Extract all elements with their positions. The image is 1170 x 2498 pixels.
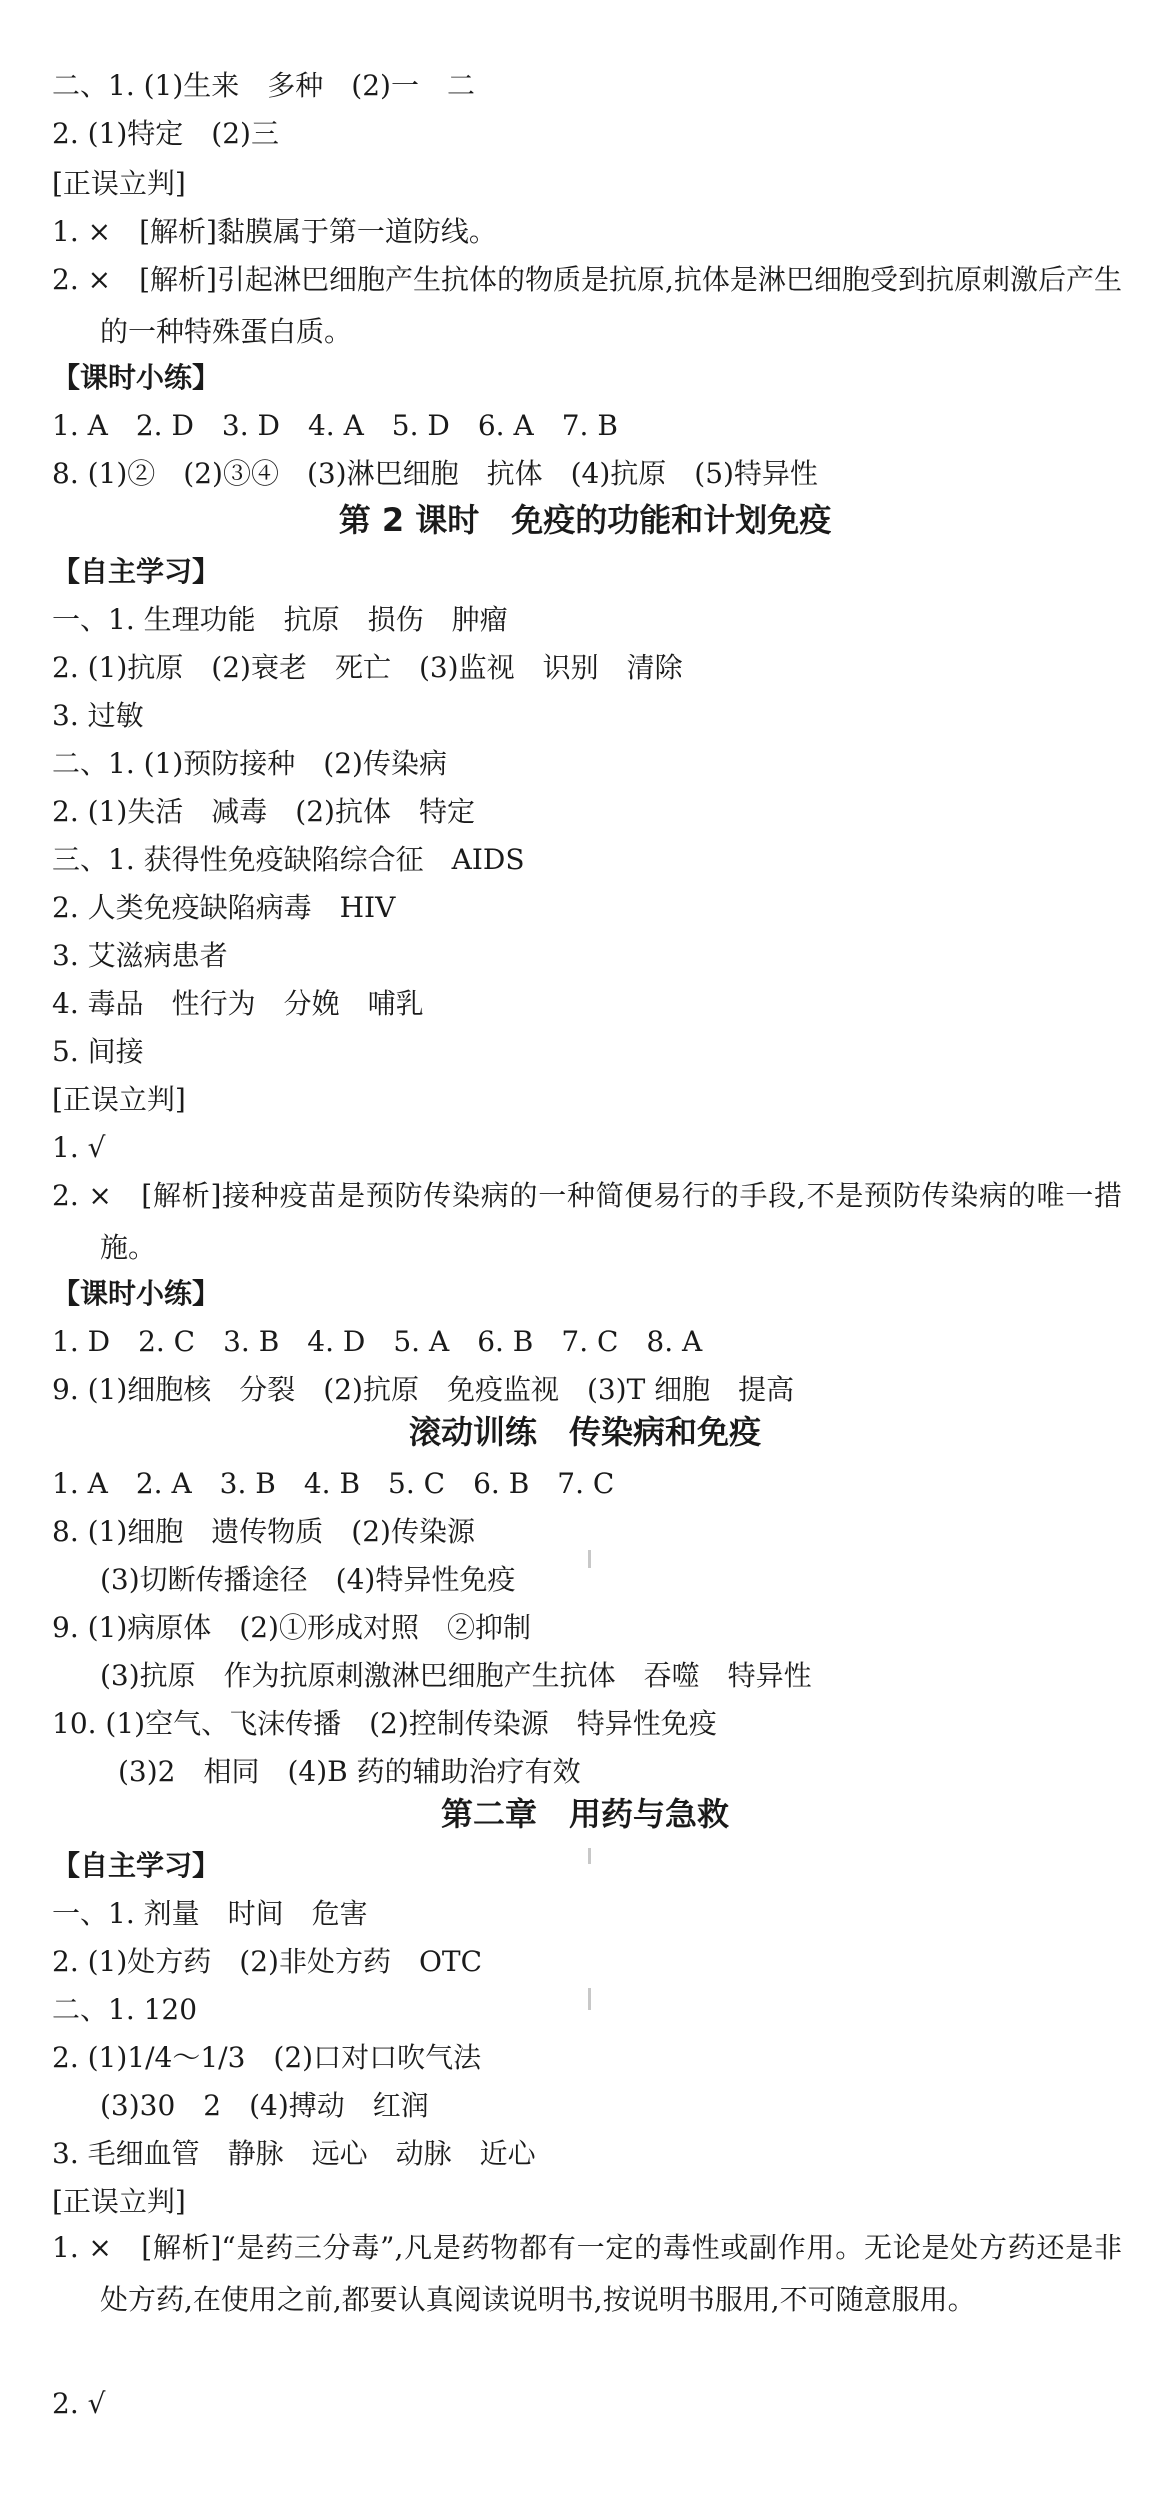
section-label: 【课时小练】 [52,1277,221,1310]
section-label: 【自主学习】 [52,555,221,588]
explanation-text: 2. × [解析]接种疫苗是预防传染病的一种简便易行的手段,不是预防传染病的唯一措施。 [52,1179,1122,1264]
answer-line: 1. A 2. A 3. B 4. B 5. C 6. B 7. C [52,1467,615,1500]
section-label: 【自主学习】 [52,1849,221,1882]
answer-line: (3)2 相同 (4)B 药的辅助治疗有效 [118,1755,581,1788]
answer-line: 3. 毛细血管 静脉 远心 动脉 近心 [52,2137,536,2170]
chapter-heading: 第二章 用药与急救 [440,1795,729,1833]
scan-mark [588,1848,591,1864]
answer-line: 2. (1)特定 (2)三 [52,117,279,150]
subsection-label: [正误立判] [52,1083,186,1116]
answer-line: 一、1. 生理功能 抗原 损伤 肿瘤 [52,603,508,636]
answer-line: 8. (1)② (2)③④ (3)淋巴细胞 抗体 (4)抗原 (5)特异性 [52,457,818,490]
answer-line: 9. (1)细胞核 分裂 (2)抗原 免疫监视 (3)T 细胞 提高 [52,1373,795,1406]
answer-line: 9. (1)病原体 (2)①形成对照 ②抑制 [52,1611,531,1644]
scan-mark [588,1550,591,1568]
section-label: 【课时小练】 [52,361,221,394]
answer-line: 2. (1)抗原 (2)衰老 死亡 (3)监视 识别 清除 [52,651,683,684]
answer-line: 8. (1)细胞 遗传物质 (2)传染源 [52,1515,475,1548]
answer-line: 二、1. 120 [52,1993,198,2026]
explanation-paragraph [52,254,1122,358]
answer-line: 4. 毒品 性行为 分娩 哺乳 [52,987,424,1020]
answer-line: 三、1. 获得性免疫缺陷综合征 AIDS [52,843,525,876]
answer-line: 1. × [解析]黏膜属于第一道防线。 [52,215,497,248]
answer-line: 1. D 2. C 3. B 4. D 5. A 6. B 7. C 8. A [52,1325,703,1358]
subsection-label: [正误立判] [52,167,186,200]
answer-line: (3)30 2 (4)搏动 红润 [100,2089,429,2122]
answer-line: (3)切断传播途径 (4)特异性免疫 [100,1563,516,1596]
explanation-paragraph [52,2222,1122,2326]
answer-line: 1. A 2. D 3. D 4. A 5. D 6. A 7. B [52,409,618,442]
answer-line: 二、1. (1)生来 多种 (2)一 二 [52,69,475,102]
answer-line: 2. 人类免疫缺陷病毒 HIV [52,891,396,924]
answer-line: 1. √ [52,1131,106,1164]
lesson-heading: 第 2 课时 免疫的功能和计划免疫 [338,501,832,539]
explanation-paragraph [52,1170,1122,1274]
answer-line: 二、1. (1)预防接种 (2)传染病 [52,747,447,780]
subsection-label: [正误立判] [52,2185,186,2218]
answer-line: 2. (1)失活 减毒 (2)抗体 特定 [52,795,475,828]
answer-line: 10. (1)空气、飞沫传播 (2)控制传染源 特异性免疫 [52,1707,717,1740]
answer-line: (3)抗原 作为抗原刺激淋巴细胞产生抗体 吞噬 特异性 [100,1659,812,1692]
answer-line: 3. 艾滋病患者 [52,939,228,972]
scan-mark [588,1988,591,2010]
answer-line: 2. (1)1/4～1/3 (2)口对口吹气法 [52,2041,482,2074]
answer-line: 5. 间接 [52,1035,144,1068]
answer-line: 一、1. 剂量 时间 危害 [52,1897,368,1930]
answer-line: 2. (1)处方药 (2)非处方药 OTC [52,1945,482,1978]
review-heading: 滚动训练 传染病和免疫 [408,1413,761,1451]
explanation-text: 2. × [解析]引起淋巴细胞产生抗体的物质是抗原,抗体是淋巴细胞受到抗原刺激后产生的一种特殊蛋白质。 [52,263,1122,348]
explanation-text: 1. × [解析]“是药三分毒”,凡是药物都有一定的毒性或副作用。无论是处方药还是非处方药,在使用之前,都要认真阅读说明书,按说明书服用,不可随意服用。 [52,2231,1122,2316]
answer-line: 2. √ [52,2387,106,2420]
answer-line: 3. 过敏 [52,699,144,732]
